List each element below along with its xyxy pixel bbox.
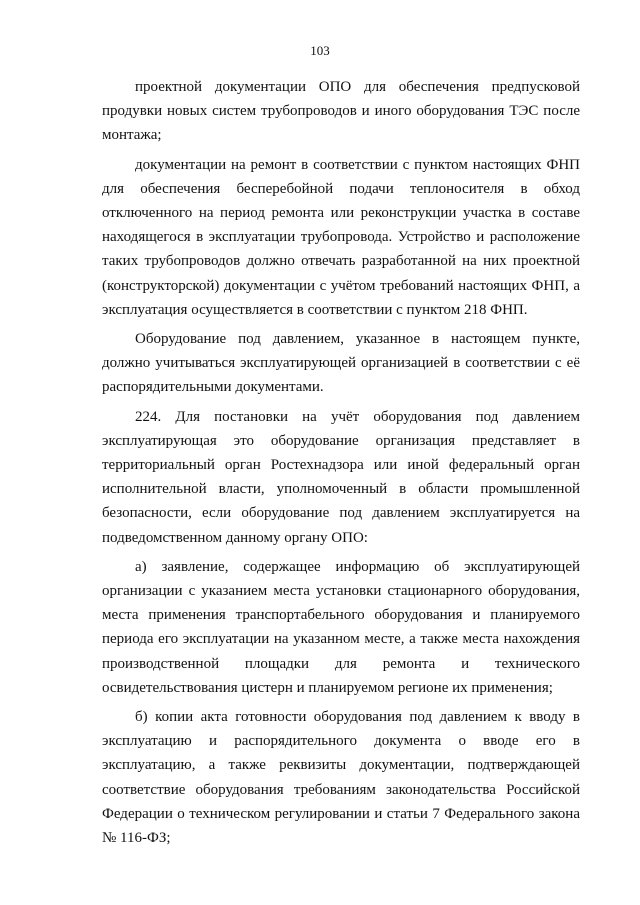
paragraph-224-registration: 224. Для постановки на учёт оборудования под давлением эксплуатирующая это оборудование организация представляет в территориальный орган Ростехнадзора или иной федеральный орган исполнительной власти, уполномоченный в области промышленной безопасности, если оборудование под давлением эксплуатируется на подведомственном данному органу ОПО: — [102, 408, 580, 546]
page-number: 103 — [310, 43, 330, 58]
paragraph-item-b-copies: б) копии акта готовности оборудования под давлением к вводу в эксплуатацию и распорядительного документа о вводе его в эксплуатацию, а также реквизиты документации, подтверждающей соответствие оборудования требованиям законодательства Российской Федерации о техническом регулировании и статьи 7 Федерального закона № 116-ФЗ; — [102, 709, 580, 847]
paragraph-item-a-application: а) заявление, содержащее информацию об эксплуатирующей организации с указанием места установки стационарного оборудования, места применения транспортабельного оборудования и планируемого периода его эксплуатации на указанном месте, а также места нахождения производственной площадки для ремонта и технического освидетельствования цистерн и планируемом регионе их применения; — [102, 558, 580, 696]
document-body — [102, 75, 580, 850]
paragraph-repair-documentation: документации на ремонт в соответствии с пунктом настоящих ФНП для обеспечения бесперебойной подачи теплоносителя в обход отключенного на период ремонта или реконструкции участка в составе находящегося в эксплуатации трубопровода. Устройство и расположение таких трубопроводов должно отвечать разработанной на них проектной (конструкторской) документации с учётом требований настоящих ФНП, а эксплуатация осуществляется в соответствии с пунктом 218 ФНП. — [102, 156, 580, 318]
paragraph-design-documentation: проектной документации ОПО для обеспечения предпусковой продувки новых систем трубопроводов и иного оборудования ТЭС после монтажа; — [102, 79, 580, 144]
paragraph-equipment-accounting: Оборудование под давлением, указанное в настоящем пункте, должно учитываться эксплуатирующей организацией в соответствии с её распорядительными документами. — [102, 331, 580, 396]
